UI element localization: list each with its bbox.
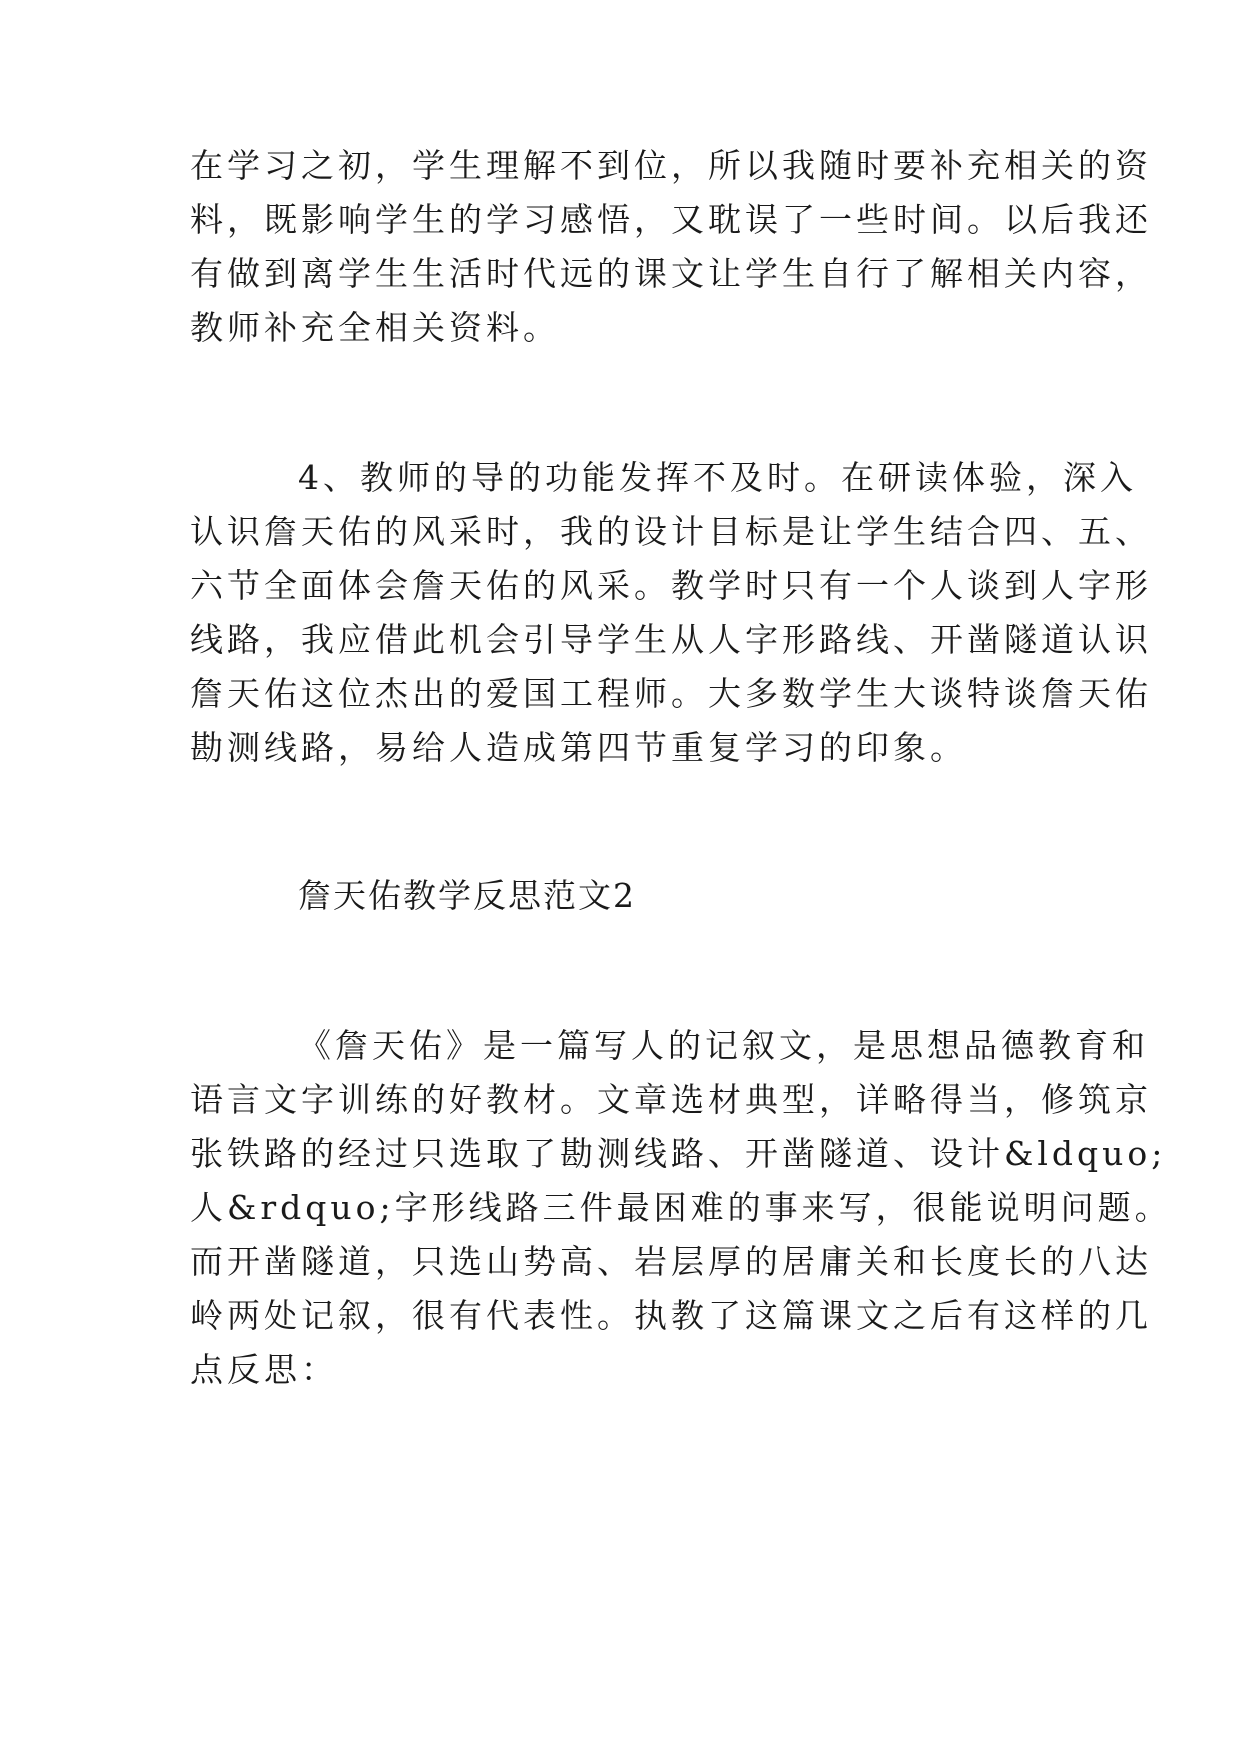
- text-line: 在学习之初，学生理解不到位，所以我随时要补充相关的资: [190, 146, 1152, 185]
- text-line: 4、教师的导的功能发挥不及时。在研读体验，深入: [298, 458, 1137, 497]
- text-line: 詹天佑这位杰出的爱国工程师。大多数学生大谈特谈詹天佑: [190, 674, 1152, 713]
- text-line: 语言文字训练的好教材。文章选材典型，详略得当，修筑京: [190, 1080, 1152, 1119]
- text-line: 线路，我应借此机会引导学生从人字形路线、开凿隧道认识: [190, 620, 1152, 659]
- text-line: 认识詹天佑的风采时，我的设计目标是让学生结合四、五、: [190, 512, 1152, 551]
- text-line: 六节全面体会詹天佑的风采。教学时只有一个人谈到人字形: [190, 566, 1152, 605]
- text-line: 岭两处记叙，很有代表性。执教了这篇课文之后有这样的几: [190, 1296, 1152, 1335]
- text-line: 而开凿隧道，只选山势高、岩层厚的居庸关和长度长的八达: [190, 1242, 1152, 1281]
- text-line: 张铁路的经过只选取了勘测线路、开凿隧道、设计&ldquo;: [190, 1134, 1167, 1173]
- section-title: 詹天佑教学反思范文2: [298, 876, 636, 915]
- text-line: 人&rdquo;字形线路三件最困难的事来写，很能说明问题。: [190, 1188, 1172, 1227]
- text-line: 料，既影响学生的学习感悟，又耽误了一些时间。以后我还: [190, 200, 1152, 239]
- text-line: 点反思：: [190, 1350, 338, 1389]
- text-line: 勘测线路，易给人造成第四节重复学习的印象。: [190, 728, 967, 767]
- text-line: 有做到离学生生活时代远的课文让学生自行了解相关内容，: [190, 254, 1152, 293]
- text-line: 《詹天佑》是一篇写人的记叙文，是思想品德教育和: [298, 1026, 1149, 1065]
- text-line: 教师补充全相关资料。: [190, 308, 560, 347]
